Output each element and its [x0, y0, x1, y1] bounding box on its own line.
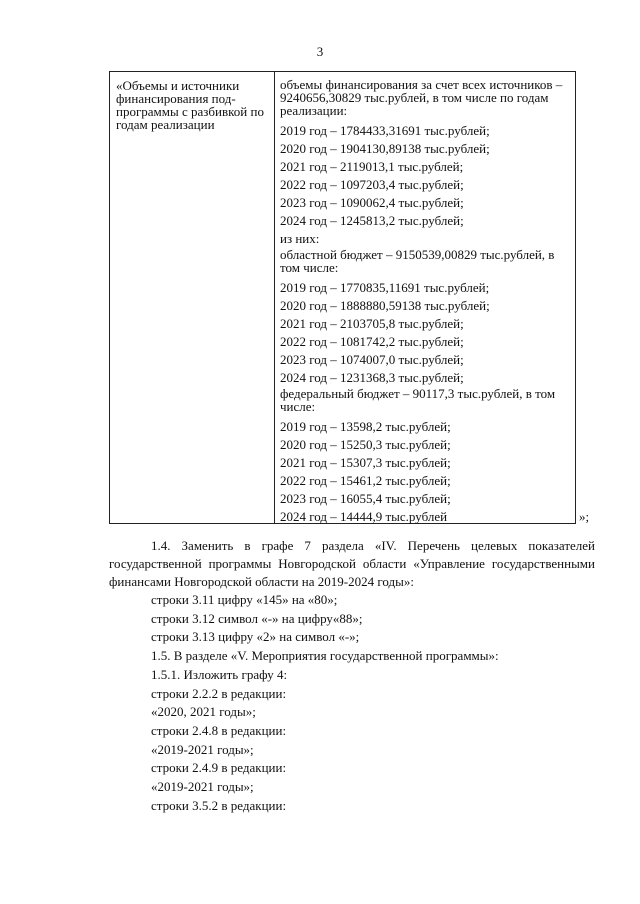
total-year-2024: 2024 год – 1245813,2 тыс.рублей; [280, 213, 464, 228]
row-2-2-2: строки 2.2.2 в редакции: [151, 685, 287, 701]
table-left-label: «Объемы и источники финансирования под-программы с разбивкой по годам реализации [116, 78, 264, 132]
financing-table [109, 71, 576, 524]
regional-budget: областной бюджет – 9150539,00829 тыс.рублей, в том числе: [280, 247, 555, 275]
federal-year-2023: 2023 год – 16055,4 тыс.рублей; [280, 491, 451, 506]
document-body [109, 537, 595, 815]
paragraph-1-5: 1.5. В разделе «V. Мероприятия государственной программы»: [151, 648, 499, 664]
paragraph-1-4: 1.4. Заменить в графе 7 раздела «IV. Перечень целевых показателей государственной программы Новгородской области «Управление государственными финансами Новгородской области на 2019-2024 годы»: [109, 538, 595, 589]
federal-year-2020: 2020 год – 15250,3 тыс.рублей; [280, 437, 451, 452]
row-2-4-8: строки 2.4.8 в редакции: [151, 722, 287, 738]
regional-year-2019: 2019 год – 1770835,11691 тыс.рублей; [280, 280, 490, 295]
regional-year-2022: 2022 год – 1081742,2 тыс.рублей; [280, 334, 464, 349]
paragraph-1-5-1: 1.5.1. Изложить графу 4: [151, 666, 288, 682]
total-year-2023: 2023 год – 1090062,4 тыс.рублей; [280, 195, 464, 210]
federal-year-2022: 2022 год – 15461,2 тыс.рублей; [280, 473, 451, 488]
table-right-cell [280, 78, 572, 526]
row-3-11: строки 3.11 цифру «145» на «80»; [151, 592, 338, 607]
federal-budget: федеральный бюджет – 90117,3 тыс.рублей, в том числе: [280, 386, 556, 414]
federal-year-2024: 2024 год – 14444,9 тыс.рублей [280, 509, 448, 524]
page-number: 3 [316, 44, 324, 59]
federal-year-2019: 2019 год – 13598,2 тыс.рублей; [280, 419, 451, 434]
regional-year-2023: 2023 год – 1074007,0 тыс.рублей; [280, 352, 464, 367]
column-divider [274, 72, 275, 523]
of-which-label: из них: [280, 231, 320, 246]
table-closing-quote: »; [579, 509, 590, 524]
total-financing: объемы финансирования за счет всех источников – 9240656,30829 тыс.рублей, в том числе по годам реализации: [280, 77, 563, 118]
row-3-13: строки 3.13 цифру «2» на символ «-»; [151, 629, 360, 645]
row-2-4-8-value: «2019-2021 годы»; [151, 741, 254, 757]
row-2-4-9-value: «2019-2021 годы»; [151, 779, 254, 795]
total-year-2022: 2022 год – 1097203,4 тыс.рублей; [280, 177, 464, 192]
total-year-2019: 2019 год – 1784433,31691 тыс.рублей; [280, 123, 490, 138]
row-3-12: строки 3.12 символ «-» на цифру«88»; [151, 610, 363, 626]
row-2-2-2-value: «2020, 2021 годы»; [151, 704, 256, 720]
total-year-2021: 2021 год – 2119013,1 тыс.рублей; [280, 159, 464, 174]
federal-year-2021: 2021 год – 15307,3 тыс.рублей; [280, 455, 451, 470]
total-year-2020: 2020 год – 1904130,89138 тыс.рублей; [280, 141, 490, 156]
regional-year-2021: 2021 год – 2103705,8 тыс.рублей; [280, 316, 464, 331]
regional-year-2020: 2020 год – 1888880,59138 тыс.рублей; [280, 298, 490, 313]
regional-year-2024: 2024 год – 1231368,3 тыс.рублей; [280, 370, 464, 385]
row-3-5-2: строки 3.5.2 в редакции: [151, 797, 287, 813]
row-2-4-9: строки 2.4.9 в редакции: [151, 760, 287, 776]
